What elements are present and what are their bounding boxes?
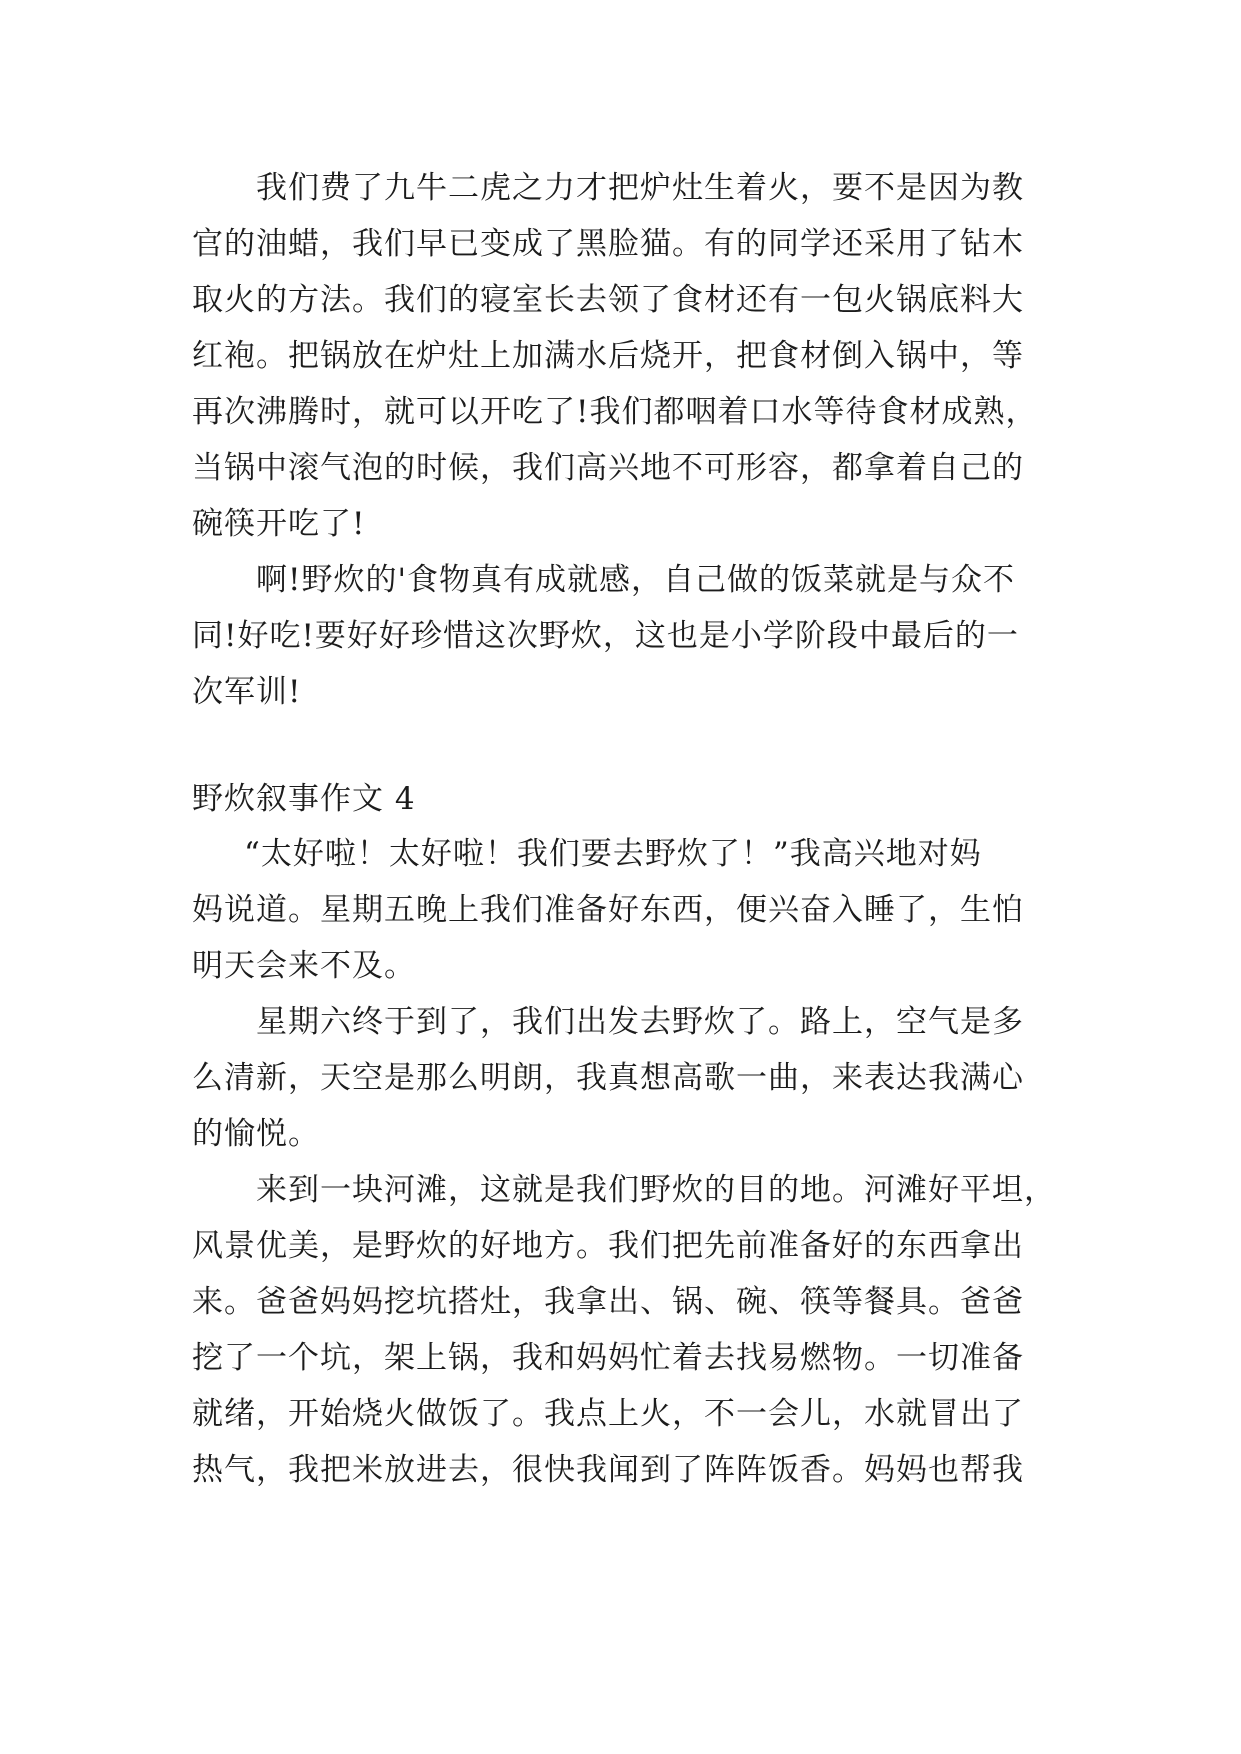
text-line: 风景优美，是野炊的好地方。我们把先前准备好的东西拿出 [192,1228,1024,1264]
text-line: 就绪，开始烧火做饭了。我点上火，不一会儿，水就冒出了 [192,1396,1024,1432]
text-line: 啊!野炊的'食物真有成就感，自己做的饭菜就是与众不 [256,562,1015,598]
text-line: 明天会来不及。 [192,948,416,984]
text-line: 妈说道。星期五晚上我们准备好东西，便兴奋入睡了，生怕 [192,892,1024,928]
text-line: 次军训! [192,674,302,710]
text-line: “太好啦！太好啦！我们要去野炊了！”我高兴地对妈 [244,836,982,872]
section-heading: 野炊叙事作文 4 [192,781,416,817]
text-line: 么清新，天空是那么明朗，我真想高歌一曲，来表达我满心 [192,1060,1024,1096]
text-line: 的愉悦。 [192,1116,320,1152]
text-line: 热气，我把米放进去，很快我闻到了阵阵饭香。妈妈也帮我 [192,1452,1024,1488]
text-line: 红袍。把锅放在炉灶上加满水后烧开，把食材倒入锅中，等 [192,338,1024,374]
text-line: 同!好吃!要好好珍惜这次野炊，这也是小学阶段中最后的一 [192,618,1019,654]
text-line: 挖了一个坑，架上锅，我和妈妈忙着去找易燃物。一切准备 [192,1340,1024,1376]
text-line: 再次沸腾时，就可以开吃了!我们都咽着口水等待食材成熟， [192,394,1038,430]
text-line: 来。爸爸妈妈挖坑搭灶，我拿出、锅、碗、筷等餐具。爸爸 [192,1284,1024,1320]
text-line: 星期六终于到了，我们出发去野炊了。路上，空气是多 [256,1004,1024,1040]
text-line: 来到一块河滩，这就是我们野炊的目的地。河滩好平坦， [256,1172,1056,1208]
text-line: 当锅中滚气泡的时候，我们高兴地不可形容，都拿着自己的 [192,450,1024,486]
text-line: 官的油蜡，我们早已变成了黑脸猫。有的同学还采用了钻木 [192,226,1024,262]
text-line: 取火的方法。我们的寝室长去领了食材还有一包火锅底料大 [192,282,1024,318]
text-line: 碗筷开吃了! [192,506,366,542]
text-line: 我们费了九牛二虎之力才把炉灶生着火，要不是因为教 [256,170,1024,206]
